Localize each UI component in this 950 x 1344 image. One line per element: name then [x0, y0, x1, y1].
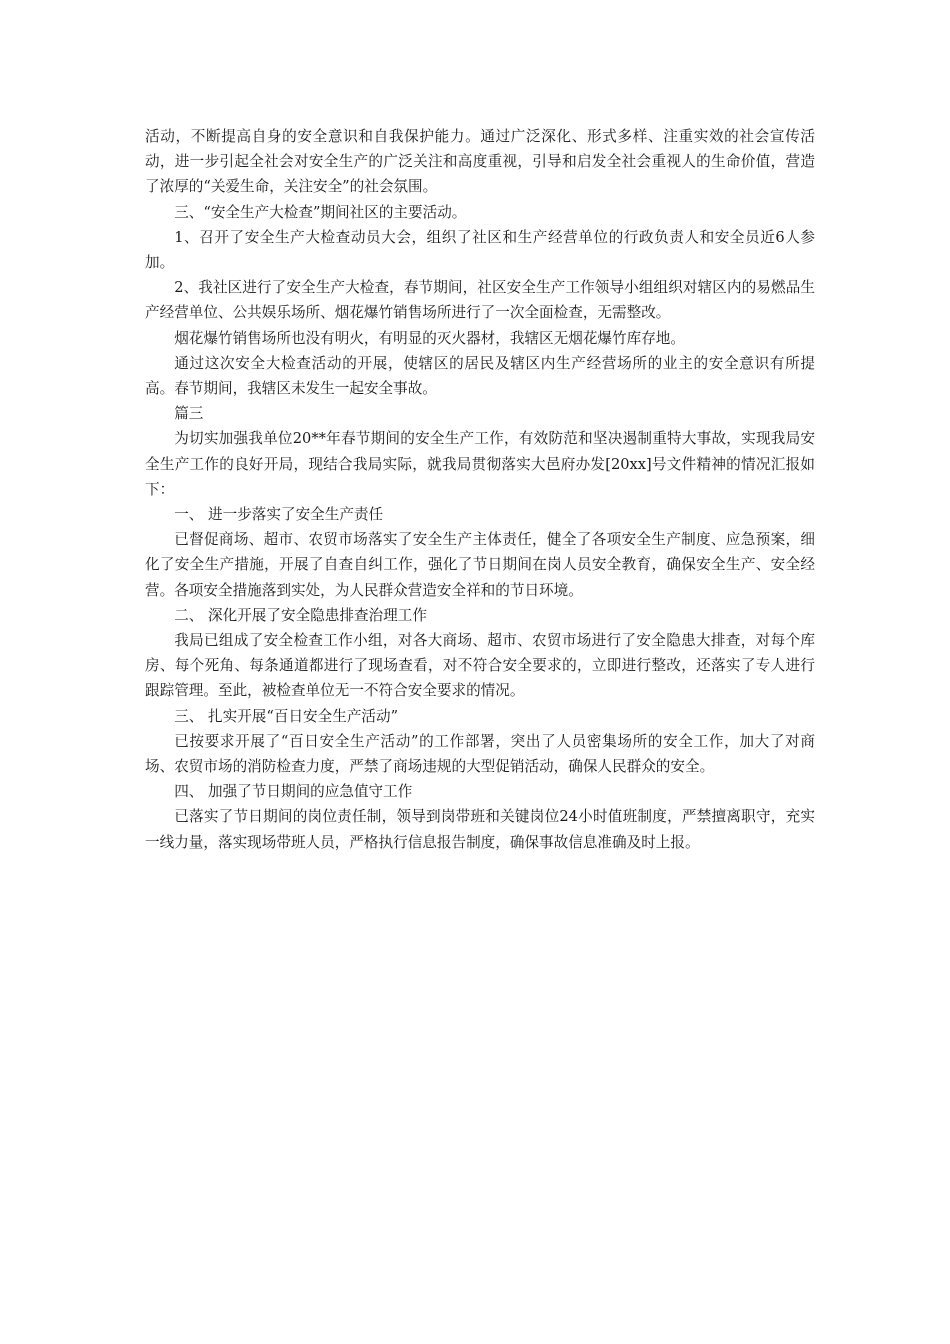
paragraph-fireworks: 烟花爆竹销售场所也没有明火，有明显的灭火器材，我辖区无烟花爆竹库存地。 [174, 329, 685, 347]
section-heading-three-b: 三、 扎实开展“百日安全生产活动” [174, 707, 399, 725]
section-heading-two: 二、 深化开展了安全隐患排查治理工作 [174, 606, 427, 624]
section-heading-one: 一、 进一步落实了安全生产责任 [174, 506, 384, 524]
paragraph-section-two: 我局已组成了安全检查工作小组，对各大商场、超市、农贸市场进行了安全隐患大排查，对每个库房、每个死角、每条通道都进行了现场查看，对不符合安全要求的，立即进行整改，还落实了专人进行跟踪管理。至此，被检查单位无一不符合安全要求的情况。 [145, 632, 815, 700]
paragraph-summary: 通过这次安全大检查活动的开展，使辖区的居民及辖区内生产经营场所的业主的安全意识有所提高。春节期间，我辖区未发生一起安全事故。 [145, 354, 815, 398]
paragraph-intro-continuation: 活动，不断提高自身的安全意识和自我保护能力。通过广泛深化、形式多样、注重实效的社会宣传活动，进一步引起全社会对安全生产的广泛关注和高度重视，引导和启发全社会重视人的生命价值，营造了浓厚的“关爱生命，关注安全”的社会氛围。 [145, 128, 815, 196]
paragraph-report-intro: 为切实加强我单位20**年春节期间的安全生产工作，有效防范和坚决遏制重特大事故，实现我局安全生产工作的良好开局，现结合我局实际，就我局贯彻落实大邑府办发[20xx]号文件精神的情况汇报如下： [145, 430, 815, 498]
paragraph-section-three: 已按要求开展了“百日安全生产活动”的工作部署，突出了人员密集场所的安全工作，加大了对商场、农贸市场的消防检查力度，严禁了商场违规的大型促销活动，确保人民群众的安全。 [145, 732, 815, 776]
section-heading-three: 三、“安全生产大检查”期间社区的主要活动。 [174, 203, 467, 221]
paragraph-section-four: 已落实了节日期间的岗位责任制，领导到岗带班和关键岗位24小时值班制度，严禁擅离职守，充实一线力量，落实现场带班人员，严格执行信息报告制度，确保事故信息准确及时上报。 [145, 808, 815, 851]
paragraph-item-1: 1、召开了安全生产大检查动员大会，组织了社区和生产经营单位的行政负责人和安全员近6人参加。 [145, 228, 815, 272]
paragraph-section-one: 已督促商场、超市、农贸市场落实了安全生产主体责任，健全了各项安全生产制度、应急预案，细化了安全生产措施，开展了自查自纠工作，强化了节日期间在岗人员安全教育，确保安全生产、安全经营。各项安全措施落到实处，为人民群众营造安全祥和的节日环境。 [145, 531, 815, 599]
document-body [145, 124, 815, 855]
chapter-title-part-three: 篇三 [174, 405, 204, 423]
section-heading-four: 四、 加强了节日期间的应急值守工作 [174, 783, 413, 801]
paragraph-item-2: 2、我社区进行了安全生产大检查，春节期间，社区安全生产工作领导小组组织对辖区内的易燃品生产经营单位、公共娱乐场所、烟花爆竹销售场所进行了一次全面检查，无需整改。 [145, 279, 815, 322]
